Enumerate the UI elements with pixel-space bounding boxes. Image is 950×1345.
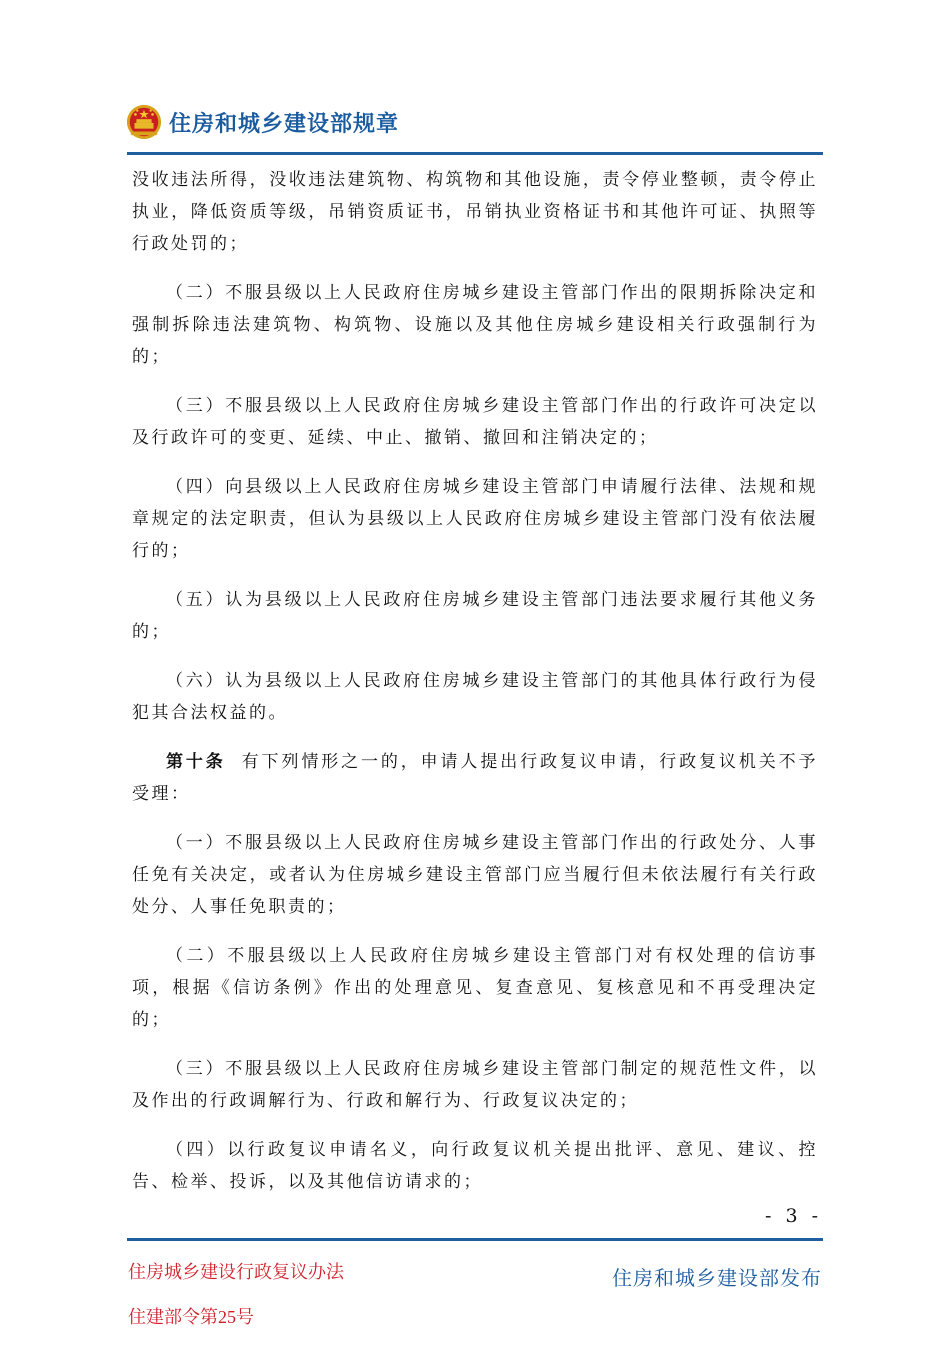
paragraph: （四）以行政复议申请名义，向行政复议机关提出批评、意见、建议、控告、检举、投诉，以及其他信访请求的；: [132, 1140, 818, 1192]
national-emblem-icon: [125, 103, 163, 141]
paragraph: （二）不服县级以上人民政府住房城乡建设主管部门作出的限期拆除决定和强制拆除违法建筑物、构筑物、设施以及其他住房城乡建设相关行政强制行为的；: [132, 283, 818, 367]
paragraph: （五）认为县级以上人民政府住房城乡建设主管部门违法要求履行其他义务的；: [132, 590, 818, 642]
footer-doc-title-link[interactable]: 住房城乡建设行政复议办法: [128, 1262, 344, 1282]
paragraph: （一）不服县级以上人民政府住房城乡建设主管部门作出的行政处分、人事任免有关决定，或者认为住房城乡建设主管部门应当履行但未依法履行有关行政处分、人事任免职责的；: [132, 833, 818, 917]
paragraph: 没收违法所得，没收违法建筑物、构筑物和其他设施，责令停业整顿，责令停止执业，降低资质等级，吊销资质证书，吊销执业资格证书和其他许可证、执照等行政处罚的；: [132, 170, 818, 254]
footer-divider: [127, 1238, 823, 1241]
paragraph: （二）不服县级以上人民政府住房城乡建设主管部门对有权处理的信访事项，根据《信访条例》作出的处理意见、复查意见、复核意见和不再受理决定的；: [132, 946, 818, 1030]
paragraph: （六）认为县级以上人民政府住房城乡建设主管部门的其他具体行政行为侵犯其合法权益的。: [132, 671, 818, 723]
page-header: [125, 103, 399, 141]
paragraph: （三）不服县级以上人民政府住房城乡建设主管部门作出的行政许可决定以及行政许可的变更、延续、中止、撤销、撤回和注销决定的；: [132, 396, 818, 448]
footer-publisher: 住房和城乡建设部发布: [612, 1266, 822, 1290]
header-divider: [127, 152, 823, 155]
paragraph: （三）不服县级以上人民政府住房城乡建设主管部门制定的规范性文件，以及作出的行政调解行为、行政和解行为、行政复议决定的；: [132, 1059, 818, 1111]
header-title: 住房和城乡建设部规章: [169, 111, 400, 137]
article-paragraph: 第十条 有下列情形之一的，申请人提出行政复议申请，行政复议机关不予受理：: [132, 752, 819, 804]
document-body: [132, 164, 818, 1215]
footer-order-number: 住建部令第25号: [128, 1307, 254, 1327]
article-number: 第十条: [166, 752, 226, 772]
page-number: - 3 -: [765, 1205, 823, 1227]
paragraph: （四）向县级以上人民政府住房城乡建设主管部门申请履行法律、法规和规章规定的法定职责，但认为县级以上人民政府住房城乡建设主管部门没有依法履行的；: [132, 477, 818, 561]
